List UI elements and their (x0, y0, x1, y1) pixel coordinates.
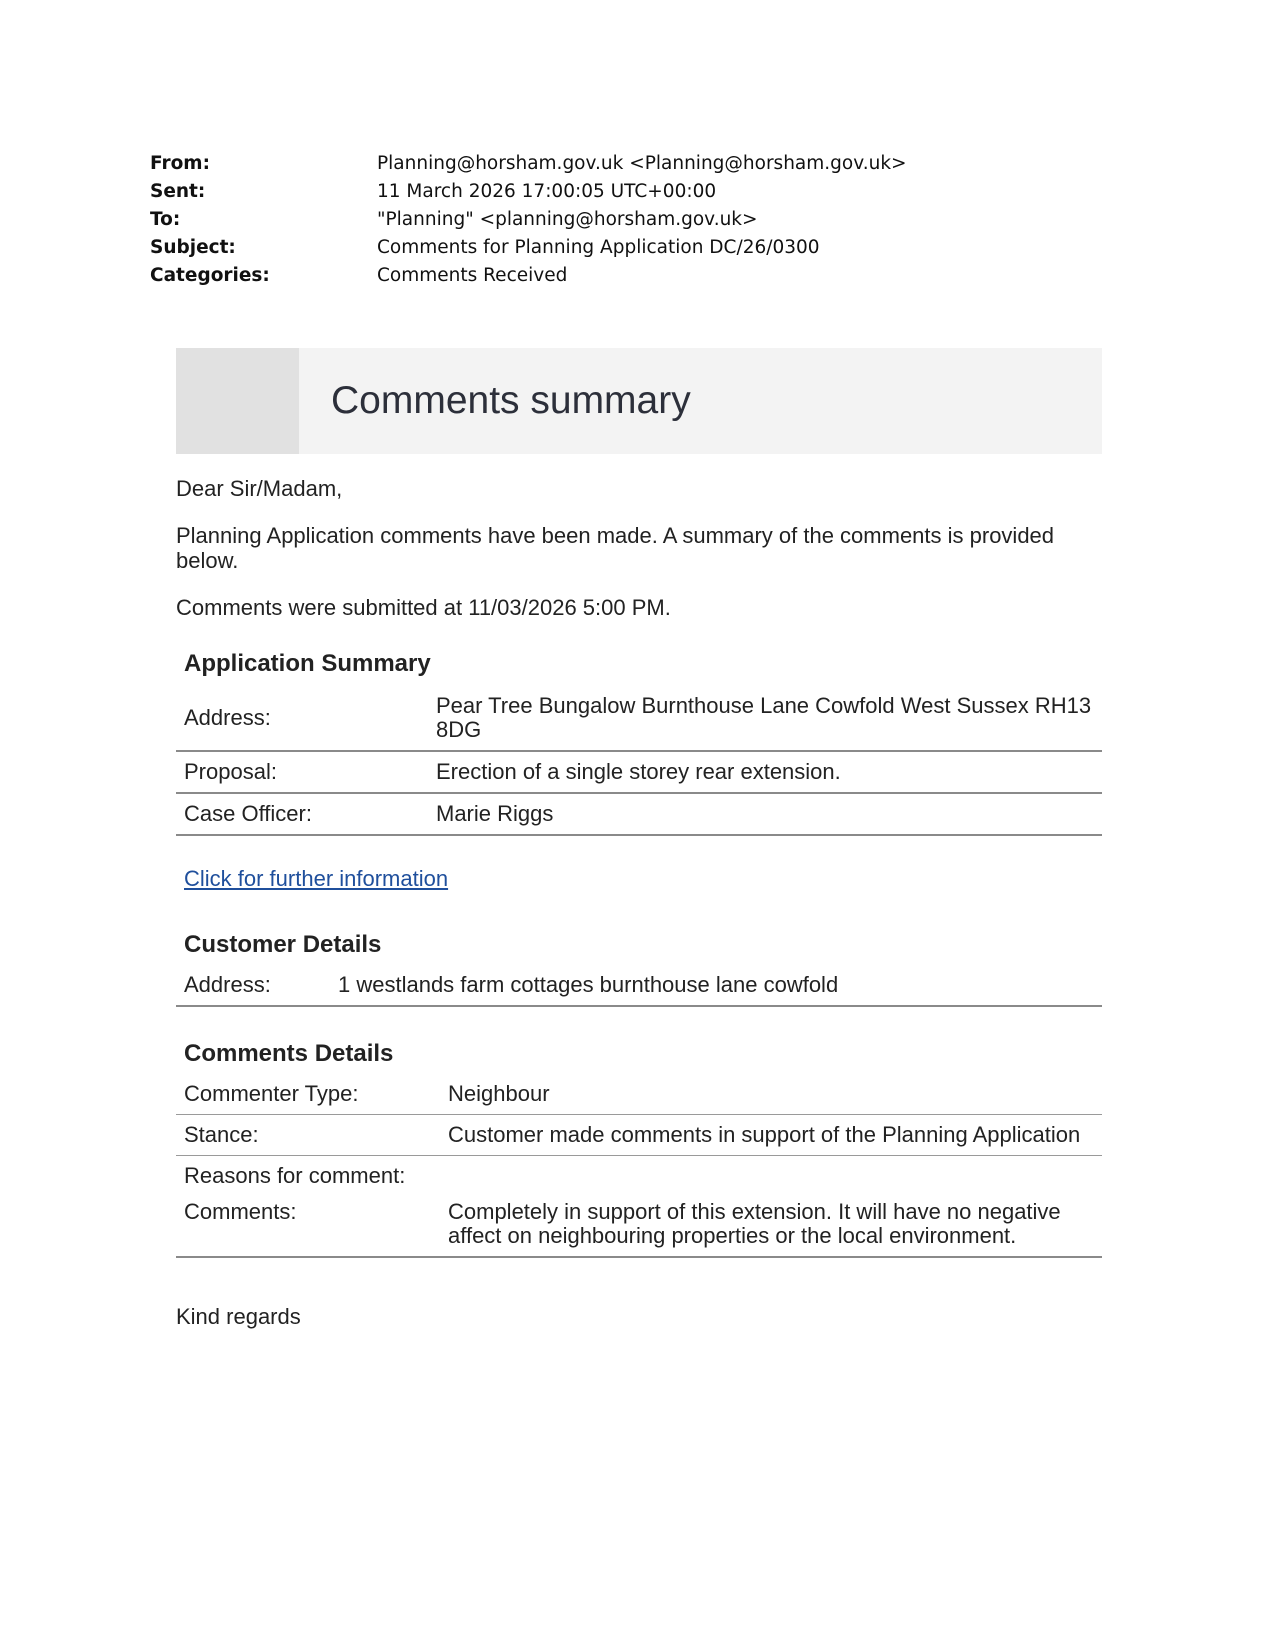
table-row (176, 793, 1102, 835)
table-row (176, 1156, 1102, 1193)
case-officer-value: Marie Riggs (436, 801, 554, 826)
case-officer-label: Case Officer: (184, 801, 312, 826)
email-from-row (150, 150, 907, 178)
logo-placeholder (176, 348, 299, 454)
customer-details-table (176, 965, 1102, 1007)
table-row (176, 1192, 1102, 1257)
email-header (150, 150, 907, 290)
comments-details-section (176, 1040, 1102, 1258)
intro-text: Planning Application comments have been made. A summary of the comments is provided below. (176, 523, 1055, 573)
table-row (176, 751, 1102, 793)
greeting: Dear Sir/Madam, (176, 476, 343, 501)
commenter-type-label: Commenter Type: (184, 1081, 359, 1106)
from-value: Planning@horsham.gov.uk <Planning@horsham.gov.uk> (377, 153, 907, 174)
customer-details-heading: Customer Details (184, 931, 382, 958)
commenter-type-value: Neighbour (448, 1081, 550, 1106)
email-body (176, 348, 1102, 1329)
to-label: To: (150, 209, 181, 230)
comments-details-table (176, 1074, 1102, 1258)
comments-details-heading: Comments Details (184, 1040, 394, 1067)
comments-value: Completely in support of this extension. It will have no negative affect on neighbouring properties or the local environment. (448, 1199, 1061, 1248)
customer-address-value: 1 westlands farm cottages burnthouse lane cowfold (338, 972, 839, 997)
table-row (176, 686, 1102, 751)
further-info-link-wrap (176, 866, 1102, 892)
sent-label: Sent: (150, 181, 206, 202)
subject-value: Comments for Planning Application DC/26/0300 (377, 237, 820, 258)
email-to-row (150, 206, 907, 234)
proposal-value: Erection of a single storey rear extension. (436, 759, 841, 784)
stance-value: Customer made comments in support of the Planning Application (448, 1122, 1081, 1147)
table-row (176, 965, 1102, 1006)
table-row (176, 1074, 1102, 1115)
email-sent-row (150, 178, 907, 206)
sent-value: 11 March 2026 17:00:05 UTC+00:00 (377, 181, 717, 202)
comments-label: Comments: (184, 1199, 297, 1224)
email-subject-row (150, 234, 907, 262)
closing-text: Kind regards (176, 1304, 301, 1329)
further-info-link[interactable]: Click for further information (184, 866, 449, 891)
from-label: From: (150, 153, 210, 174)
proposal-label: Proposal: (184, 759, 277, 784)
address-value: Pear Tree Bungalow Burnthouse Lane Cowfold West Sussex RH13 8DG (436, 693, 1092, 742)
categories-label: Categories: (150, 265, 270, 286)
application-summary-heading: Application Summary (184, 650, 431, 677)
customer-address-label: Address: (184, 972, 271, 997)
reasons-label: Reasons for comment: (184, 1163, 406, 1188)
customer-details-section (176, 931, 1102, 1007)
table-row (176, 1115, 1102, 1156)
submitted-text: Comments were submitted at 11/03/2026 5:00 PM. (176, 595, 671, 620)
page-title: Comments summary (331, 379, 691, 422)
stance-label: Stance: (184, 1122, 259, 1147)
subject-label: Subject: (150, 237, 236, 258)
to-value: "Planning" <planning@horsham.gov.uk> (377, 209, 758, 230)
email-categories-row (150, 262, 907, 290)
summary-banner (176, 348, 1102, 454)
application-summary-table (176, 686, 1102, 836)
application-summary-section (176, 650, 1102, 836)
address-label: Address: (184, 705, 271, 730)
categories-value: Comments Received (377, 265, 568, 286)
